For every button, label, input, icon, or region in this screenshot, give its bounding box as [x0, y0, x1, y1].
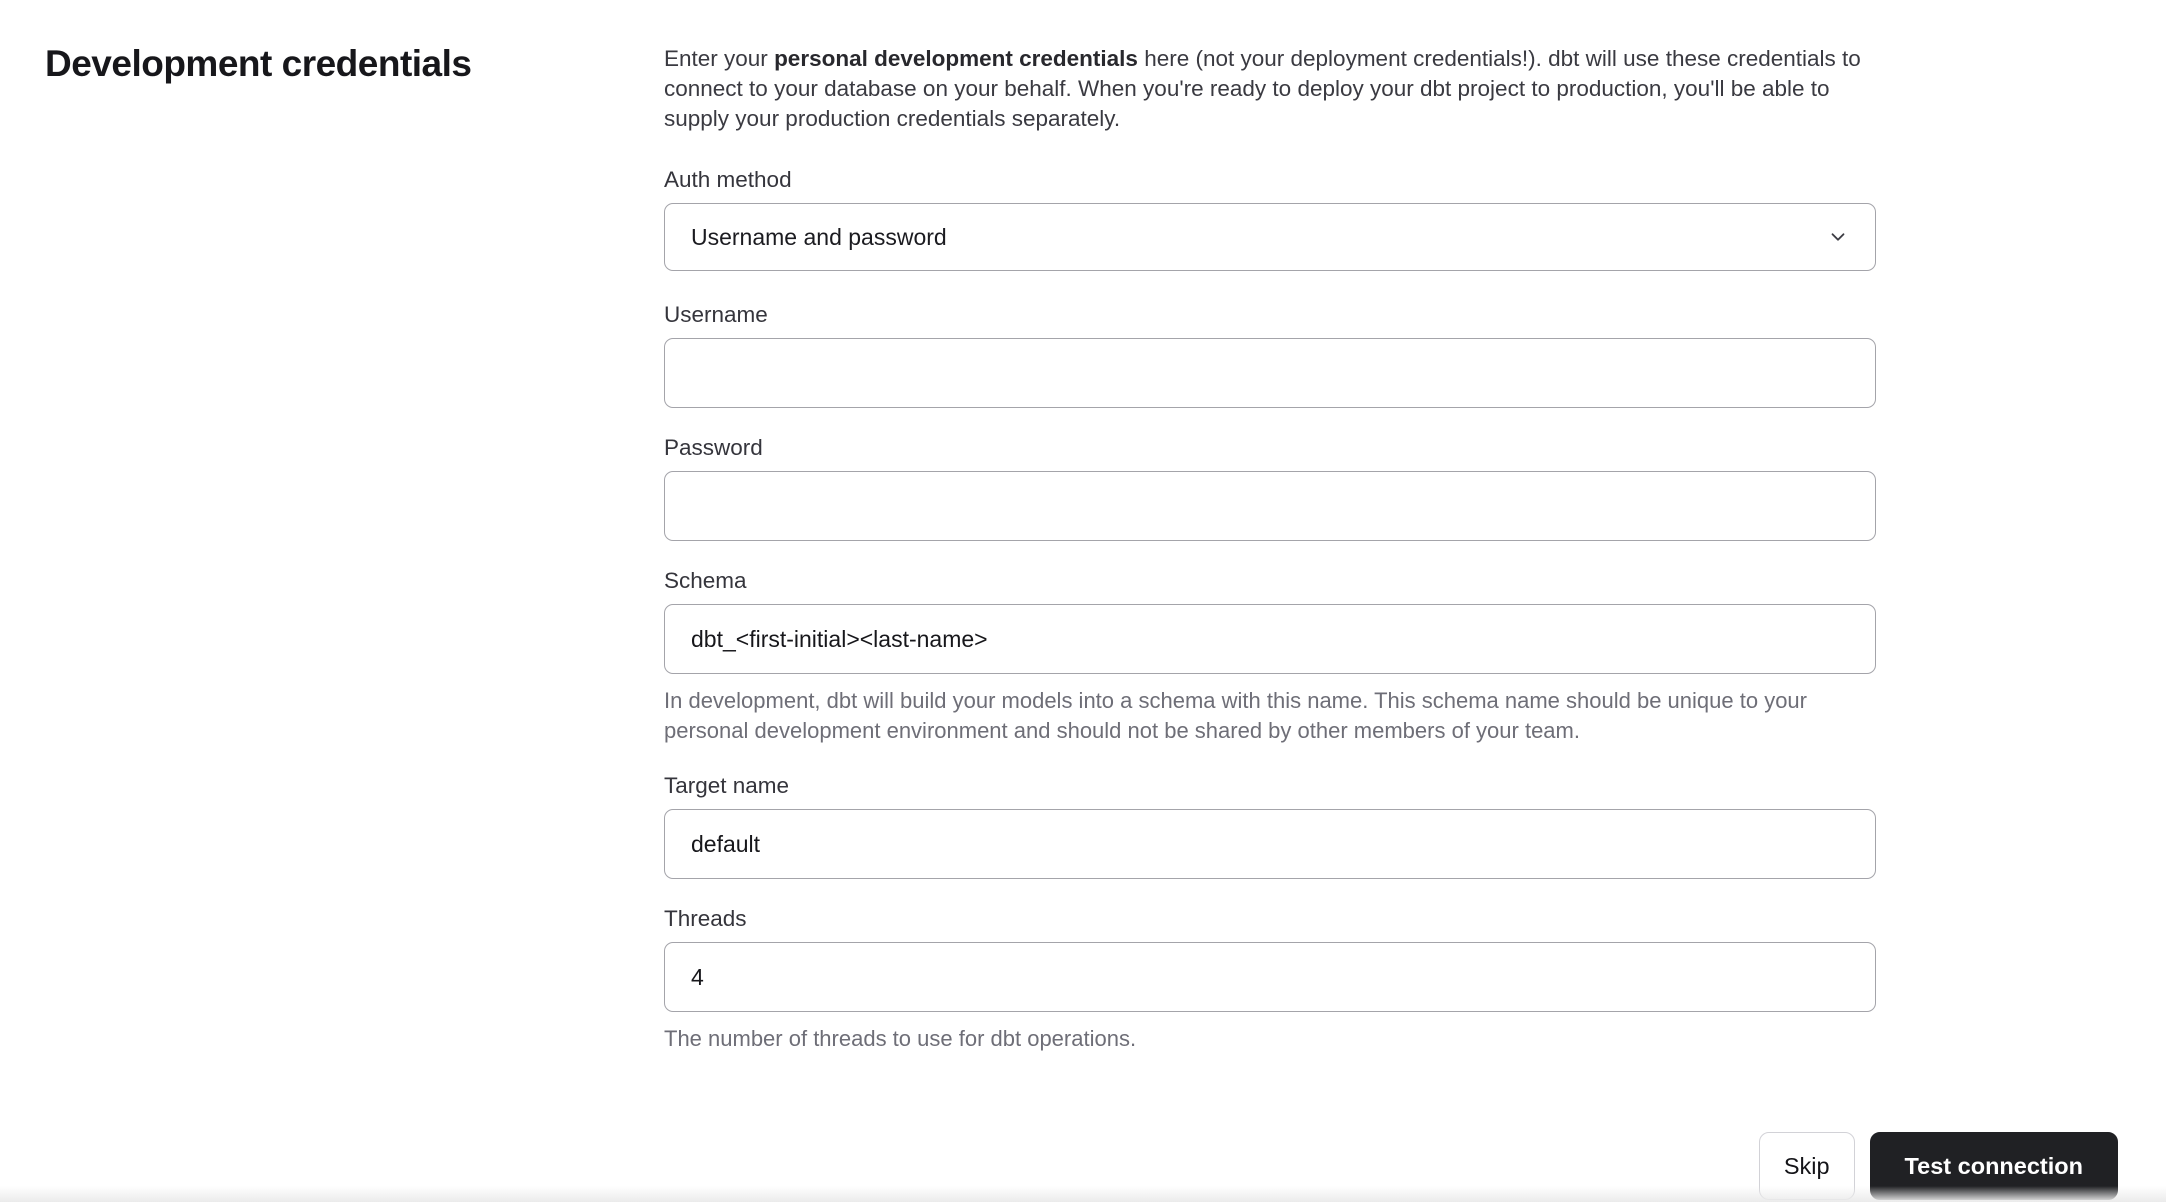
intro-bold: personal development credentials — [774, 46, 1138, 71]
target-name-label: Target name — [664, 773, 790, 798]
form-actions — [0, 1132, 2166, 1200]
username-field-group — [664, 301, 1876, 408]
schema-field-group — [664, 567, 1876, 746]
username-label: Username — [664, 302, 768, 327]
intro-suffix: here (not your deployment credentials!). dbt will use these credentials to connect to your database on your behalf. When you're ready to deploy your dbt project to production, you'll be able to supply your production credentials separately. — [664, 46, 1861, 131]
auth-method-field — [664, 166, 1876, 271]
target-name-input[interactable] — [664, 809, 1876, 879]
left-column — [45, 42, 664, 1054]
schema-input[interactable] — [664, 604, 1876, 674]
password-field-group — [664, 434, 1876, 541]
intro-prefix: Enter your — [664, 46, 775, 71]
test-connection-button[interactable]: Test connection — [1870, 1132, 2118, 1200]
threads-help-text: The number of threads to use for dbt operations. — [664, 1026, 1137, 1051]
password-input[interactable] — [664, 471, 1876, 541]
schema-label: Schema — [664, 568, 747, 593]
credentials-form — [664, 42, 1876, 1054]
auth-method-selected-value: Username and password — [691, 223, 947, 250]
auth-method-select[interactable] — [664, 203, 1876, 271]
threads-label: Threads — [664, 906, 747, 931]
schema-help-text: In development, dbt will build your models into a schema with this name. This schema name should be unique to your personal development environment and should not be shared by other members of your team. — [664, 688, 1807, 743]
target-name-field-group — [664, 772, 1876, 879]
skip-button[interactable]: Skip — [1759, 1132, 1855, 1200]
password-label: Password — [664, 435, 763, 460]
page-title: Development credentials — [45, 43, 472, 84]
chevron-down-icon — [1827, 226, 1849, 248]
username-input[interactable] — [664, 338, 1876, 408]
intro-text — [664, 44, 1876, 134]
threads-input[interactable] — [664, 942, 1876, 1012]
threads-field-group — [664, 905, 1876, 1054]
auth-method-label: Auth method — [664, 167, 792, 192]
